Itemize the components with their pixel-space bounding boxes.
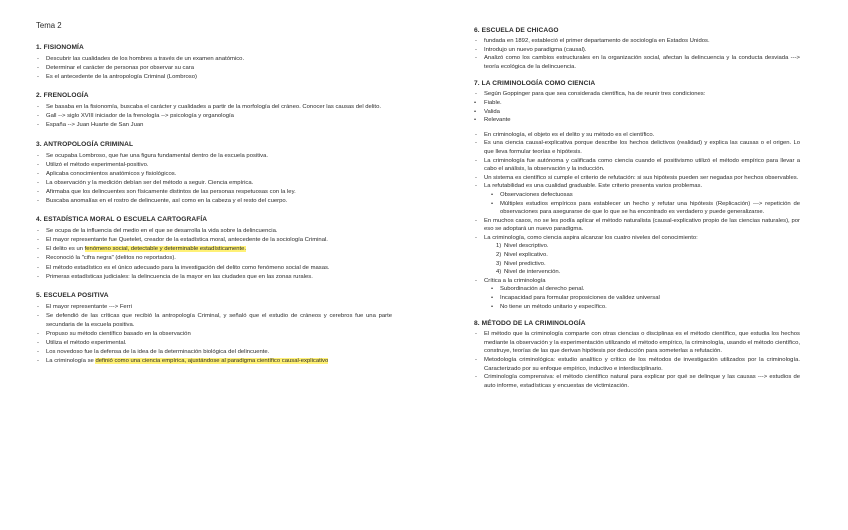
item-text: Nivel de intervención.	[504, 269, 561, 276]
list-item	[474, 157, 800, 174]
item-text: Múltiples estudios empíricos para establecer un hecho y refutar una hipótesis (Replicación) ---> repetición de observaciones para asegurarse de que lo que se ha encontrado es verdadero y puede generalizarse.	[500, 200, 800, 216]
item-text: La criminología fue autónoma y calificada como ciencia cuando el positivismo utilizó el método empírico para llevar a cabo el análisis, la observación y la inducción.	[484, 157, 800, 173]
list-item	[474, 285, 800, 294]
item-text: Se ocupaba Lombroso, que fue una figura fundamental dentro de la escuela positiva.	[46, 152, 269, 159]
item-text: El mayor representante fue Quetelet, creador de la estadística moral, antecedente de la sociología Criminal.	[46, 237, 328, 244]
list-item	[474, 242, 800, 251]
list-item	[474, 217, 800, 234]
item-text: Se ocupa de la influencia del medio en el que se desarrolla la vida sobre la delincuencia.	[46, 228, 278, 235]
list-item	[474, 116, 800, 125]
item-text: Reconoció la "cifra negra" (delitos no reportados).	[46, 255, 176, 262]
list-item	[474, 260, 800, 269]
item-text: Buscaba anomalías en el rostro de delincuente, así como en la cabeza y el resto del cuerpo.	[46, 198, 288, 205]
list-item	[474, 139, 800, 156]
list-item	[36, 170, 392, 179]
list-item	[36, 303, 392, 312]
right-column	[474, 18, 800, 390]
list-item	[474, 234, 800, 243]
item-text: Observaciones defectuosas	[500, 191, 573, 198]
item-text: El método estadístico es el único adecuado para la investigación del delito como fenómeno social de masas.	[46, 264, 330, 271]
list-item	[36, 73, 392, 82]
highlighted-text: fenómeno social, detectable y determinable estadísticamente.	[84, 246, 247, 253]
list-item	[36, 121, 392, 130]
item-number: 3)	[496, 260, 502, 267]
item-text: Es una ciencia causal-explicativa porque describe los hechos delictivos (realidad) y explica las causas o el origen. Lo que lleva formular teorías e hipótesis.	[484, 140, 800, 155]
item-text: Crítica a la criminología	[484, 277, 546, 284]
item-text: Los novedoso fue la defensa de la idea de la determinación biológica del delincuente.	[46, 349, 270, 356]
list-item	[474, 191, 800, 200]
item-text: Nivel predictivo.	[504, 260, 546, 267]
list-item	[474, 200, 800, 217]
list-item	[36, 273, 392, 282]
item-text: Un sistema es científico si cumple el criterio de refutación: si sus hipótesis pueden ser negadas por hechos observables.	[484, 174, 799, 181]
item-text: Criminología comprensiva: el método científico natural para explicar por qué se delinque y las causas ---> estudios de auto informe, estadísticas y encuestas de victimización.	[484, 374, 800, 389]
list-item	[36, 64, 392, 73]
left-column	[36, 18, 392, 366]
item-text: La criminología se	[46, 358, 96, 365]
list-item	[474, 182, 800, 191]
list-item	[36, 312, 392, 330]
item-text: Propuso su método científico basado en la observación	[46, 330, 191, 337]
document-title: Tema 2	[36, 21, 62, 30]
bullet-list	[36, 303, 392, 367]
item-text: La criminología, como ciencia aspira alcanzar los cuatro niveles del conocimiento:	[484, 234, 698, 241]
item-text: Utiliza el método experimental.	[46, 340, 127, 347]
item-text: Según Goppinger para que sea considerada científica, ha de reunir tres condiciones:	[484, 91, 706, 98]
item-text: Subordinación al derecho penal.	[500, 286, 585, 293]
bullet-list	[36, 227, 392, 282]
bullet-list	[36, 55, 392, 82]
list-item	[36, 339, 392, 348]
item-text: Fiable.	[484, 99, 502, 106]
item-text: No tiene un método unitario y específico.	[500, 303, 607, 310]
section-title: 7. LA CRIMINOLOGÍA COMO CIENCIA	[474, 80, 596, 88]
item-text: Nivel descriptivo.	[504, 243, 549, 250]
item-text: Analizó como los cambios estructurales en la organización social, afectan la delincuencia y la conducta desviada ---> teoría ecológica de la delincuencia.	[484, 55, 800, 70]
list-item	[36, 197, 392, 206]
list-item	[474, 356, 800, 373]
list-item	[474, 277, 800, 286]
item-text: La observación y la medición debían ser del método a seguir. Ciencia empírica.	[46, 179, 254, 186]
list-item	[474, 294, 800, 303]
section-title: 6. ESCUELA DE CHICAGO	[474, 27, 559, 34]
section-title: 1. FISIONOMÍA	[36, 44, 84, 51]
list-item	[474, 90, 800, 99]
item-number: 2)	[496, 252, 502, 259]
item-text: Relevante	[484, 117, 511, 124]
item-text: Aplicaba conocimientos anatómicos y fisiológicos.	[46, 170, 177, 177]
bullet-list	[474, 90, 800, 311]
item-text: fundada en 1892, estableció el primer departamento de sociología en Estados Unidos.	[484, 38, 710, 44]
list-item	[36, 330, 392, 339]
list-item	[474, 46, 800, 55]
item-text: El delito es un	[46, 246, 85, 253]
section-title: 3. ANTROPOLOGÍA CRIMINAL	[36, 140, 134, 148]
list-item	[36, 264, 392, 273]
item-text: La refutabilidad es una cualidad graduable. Este criterio presenta varios problemas.	[484, 183, 703, 190]
list-item	[36, 152, 392, 161]
list-item	[36, 112, 392, 121]
item-text: El mayor representante ---> Ferri	[46, 303, 132, 310]
list-item	[36, 357, 392, 366]
item-text: Se defendió de las críticas que recibió la antropología Criminal, y señaló que el estudio de cráneos y cerebros fue una parte secundaria de la escuela positiva.	[46, 312, 392, 328]
section-title: 5. ESCUELA POSITIVA	[36, 291, 109, 299]
list-item	[36, 179, 392, 188]
section-title: 2. FRENOLOGÍA	[36, 92, 89, 100]
highlighted-text: definió como una ciencia empírica, ajustándose al paradigma científico causal-explicativo	[95, 358, 329, 365]
item-number: 4)	[496, 269, 502, 276]
item-text: Afirmaba que los delincuentes son físicamente distintos de las personas respetuosas con la ley.	[46, 188, 296, 195]
list-item	[474, 373, 800, 390]
item-text: El método que la criminología comparte con otras ciencias o disciplinas es el método científico, que estudia los hechos mediante la observación y la experimentación utilizando el método empírico, la criminología, usando el método científico, construye, teorías de las que derivan hipótesis por deducción para someterlas a refutación.	[484, 331, 800, 355]
item-text: Primeras estadísticas judiciales: la delincuencia de la mayor en las ciudades que en las zonas rurales.	[46, 273, 313, 280]
list-item	[474, 251, 800, 260]
item-text: Metodología criminológica: estudio analítico y crítico de los métodos de investigación utilizados por la criminología. Caracterizado por su enfoque empírico, inductivo e interdisciplinario.	[484, 357, 800, 372]
list-item	[36, 236, 392, 245]
bullet-list	[36, 103, 392, 130]
list-item	[474, 54, 800, 71]
list-item	[474, 131, 800, 140]
item-text: En criminología, el objeto es el delito y su método es el científico.	[484, 131, 655, 138]
item-text: Valida	[484, 108, 500, 115]
item-text: Descubrir las cualidades de los hombres a través de un examen anatómico.	[46, 56, 245, 62]
list-item	[474, 108, 800, 117]
item-text: Nivel explicativo.	[504, 252, 548, 259]
list-item	[474, 174, 800, 183]
list-item	[36, 161, 392, 170]
item-text: Es el antecedente de la antropología Criminal (Lombroso)	[46, 74, 197, 81]
item-text: Incapacidad para formular proposiciones de validez universal	[500, 295, 660, 302]
item-text: Gall --> siglo XVIII iniciador de la frenología --> psicología y organología	[46, 113, 234, 120]
list-item	[36, 245, 392, 254]
list-item	[474, 330, 800, 356]
bullet-list	[474, 330, 800, 390]
list-item	[474, 303, 800, 312]
item-text: Determinar el carácter de personas por observar su cara	[46, 65, 194, 72]
bullet-list	[36, 152, 392, 207]
list-item	[474, 37, 800, 46]
list-item	[36, 227, 392, 236]
list-item	[36, 103, 392, 112]
item-text: Utilizó el método experimental-positivo.	[46, 161, 149, 168]
list-item	[474, 268, 800, 277]
list-item	[36, 348, 392, 357]
list-item	[36, 188, 392, 197]
item-text: España --> Juan Huarte de San Juan	[46, 122, 144, 129]
section-title: 8. MÉTODO DE LA CRIMINOLOGÍA	[474, 320, 586, 328]
list-item	[474, 99, 800, 108]
bullet-list	[474, 37, 800, 71]
item-text: Introdujo un nuevo paradigma (causal).	[484, 46, 587, 53]
list-item	[36, 254, 392, 263]
list-item	[36, 55, 392, 64]
item-text: En muchos casos, no se les podía aplicar el método naturalista (causal-explicativo propio de las ciencias naturales), por eso se adoptará un nuevo paradigma.	[484, 217, 800, 233]
item-text: Se basaba en la fisionomía, buscaba el carácter y cualidades a partir de la morfología del cráneo. Conocer las causas del delito.	[46, 104, 381, 111]
section-title: 4. ESTADÍSTICA MORAL O ESCUELA CARTOGRAFÍA	[36, 216, 208, 224]
item-number: 1)	[496, 243, 502, 250]
